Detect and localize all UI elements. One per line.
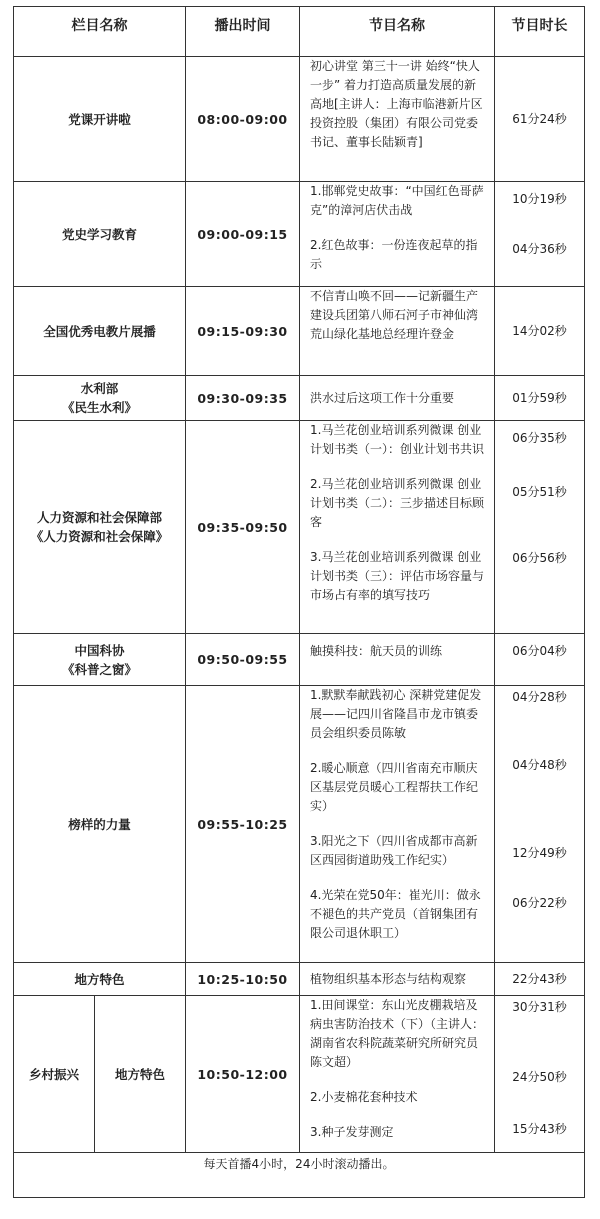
duration-value: 06分22秒	[512, 896, 567, 910]
header-broadcast-time: 播出时间	[186, 7, 300, 57]
duration-value: 15分43秒	[512, 1122, 567, 1136]
program-cell	[300, 57, 495, 182]
column-name-line2: 《民生水利》	[61, 400, 137, 415]
duration-value: 05分51秒	[512, 485, 567, 499]
program-item: 1.田间课堂：东山光皮棚栽培及病虫害防治技术（下）（主讲人：湖南省农科院蔬菜研究所研究员陈文超）	[310, 998, 485, 1069]
column-name: 地方特色	[14, 963, 186, 996]
program-cell	[300, 996, 495, 1153]
broadcast-time: 09:50-09:55	[186, 634, 300, 686]
duration-cell	[495, 686, 585, 963]
program-item: 4.光荣在党50年：崔光川：做永不褪色的共产党员（首钢集团有限公司退休职工）	[310, 888, 481, 940]
table-row	[14, 996, 585, 1153]
duration-value: 06分35秒	[512, 431, 567, 445]
program-item: 2.马兰花创业培训系列微课 创业计划书类（二）：三步描述目标顾客	[310, 477, 485, 529]
header-row	[14, 7, 585, 57]
duration-cell	[495, 287, 585, 376]
table-row	[14, 686, 585, 963]
broadcast-time: 09:00-09:15	[186, 182, 300, 287]
duration-cell	[495, 963, 585, 996]
column-name: 乡村振兴	[14, 996, 95, 1153]
header-program-name: 节目名称	[300, 7, 495, 57]
program-item: 3.马兰花创业培训系列微课 创业计划书类（三）：评估市场容量与市场占有率的填写技巧	[310, 550, 485, 602]
table-row	[14, 421, 585, 634]
broadcast-time: 09:30-09:35	[186, 376, 300, 421]
header-column-name: 栏目名称	[14, 7, 186, 57]
duration-value: 06分04秒	[512, 644, 567, 658]
table-row	[14, 376, 585, 421]
footer-row	[14, 1153, 585, 1198]
column-name-line2: 《人力资源和社会保障》	[30, 529, 169, 544]
table-row	[14, 963, 585, 996]
footer-note: 每天首播4小时，24小时滚动播出。	[14, 1153, 585, 1198]
program-item: 不信青山唤不回——记新疆生产建设兵团第八师石河子市神仙湾荒山绿化基地总经理许登金	[310, 289, 479, 341]
header-duration: 节目时长	[495, 7, 585, 57]
duration-value: 22分43秒	[512, 971, 567, 986]
program-item: 初心讲堂 第三十一讲 始终“快人一步” 着力打造高质量发展的新高地[主讲人：上海市临港新片区投资控股（集团）有限公司党委书记、董事长陆颖青]	[310, 59, 483, 149]
broadcast-time: 09:55-10:25	[186, 686, 300, 963]
duration-value: 04分36秒	[512, 242, 567, 256]
column-name-line1: 中国科协	[74, 642, 125, 658]
duration-value: 10分19秒	[512, 192, 567, 206]
duration-cell	[495, 996, 585, 1153]
program-cell	[300, 634, 495, 686]
column-name: 全国优秀电教片展播	[14, 287, 186, 376]
column-name-line1: 人力资源和社会保障部	[36, 510, 162, 525]
column-name	[14, 421, 186, 634]
table-row	[14, 287, 585, 376]
table-row	[14, 182, 585, 287]
duration-value: 06分56秒	[512, 551, 567, 565]
program-item: 2.小麦棉花套种技术	[310, 1090, 418, 1104]
duration-value: 04分28秒	[512, 690, 567, 704]
program-cell	[300, 287, 495, 376]
program-item: 洪水过后这项工作十分重要	[310, 390, 455, 405]
program-item: 1.邯郸党史故事：“中国红色哥萨克”的漳河店伏击战	[310, 184, 484, 217]
program-item: 2.暖心顺意（四川省南充市顺庆区基层党员暖心工程帮扶工作纪实）	[310, 761, 479, 813]
duration-cell	[495, 57, 585, 182]
broadcast-time: 09:15-09:30	[186, 287, 300, 376]
duration-value: 12分49秒	[512, 846, 567, 860]
duration-value: 01分59秒	[512, 390, 567, 405]
broadcast-time: 08:00-09:00	[186, 57, 300, 182]
program-item: 2.红色故事：一份连夜起草的指示	[310, 238, 478, 271]
duration-value: 30分31秒	[512, 1000, 567, 1014]
duration-value: 61分24秒	[512, 111, 567, 126]
table-row	[14, 634, 585, 686]
duration-cell	[495, 376, 585, 421]
program-item: 3.种子发芽测定	[310, 1125, 394, 1139]
column-name	[14, 376, 186, 421]
program-item: 1.默默奉献践初心 深耕党建促发展——记四川省隆昌市龙市镇委员会组织委员陈敏	[310, 688, 482, 740]
program-item: 1.马兰花创业培训系列微课 创业计划书类（一）：创业计划书共识	[310, 423, 485, 456]
program-cell	[300, 421, 495, 634]
table-row	[14, 57, 585, 182]
duration-cell	[495, 634, 585, 686]
column-name-line1: 水利部	[80, 381, 119, 396]
duration-value: 04分48秒	[512, 758, 567, 772]
program-cell	[300, 963, 495, 996]
duration-cell	[495, 421, 585, 634]
program-item: 3.阳光之下（四川省成都市高新区西园街道助残工作纪实）	[310, 834, 478, 867]
program-item: 植物组织基本形态与结构观察	[310, 971, 467, 986]
column-name: 党史学习教育	[14, 182, 186, 287]
duration-value: 14分02秒	[512, 323, 567, 338]
duration-cell	[495, 182, 585, 287]
program-cell	[300, 376, 495, 421]
broadcast-time: 09:35-09:50	[186, 421, 300, 634]
column-name	[14, 634, 186, 686]
column-name-line2: 《科普之窗》	[61, 661, 137, 677]
column-name: 榜样的力量	[14, 686, 186, 963]
duration-value: 24分50秒	[512, 1070, 567, 1084]
schedule-table	[13, 6, 585, 1198]
column-name: 党课开讲啦	[14, 57, 186, 182]
broadcast-time: 10:50-12:00	[186, 996, 300, 1153]
program-item: 触摸科技：航天员的训练	[310, 644, 443, 658]
broadcast-time: 10:25-10:50	[186, 963, 300, 996]
program-cell	[300, 686, 495, 963]
program-cell	[300, 182, 495, 287]
sub-column-name: 地方特色	[95, 996, 186, 1153]
